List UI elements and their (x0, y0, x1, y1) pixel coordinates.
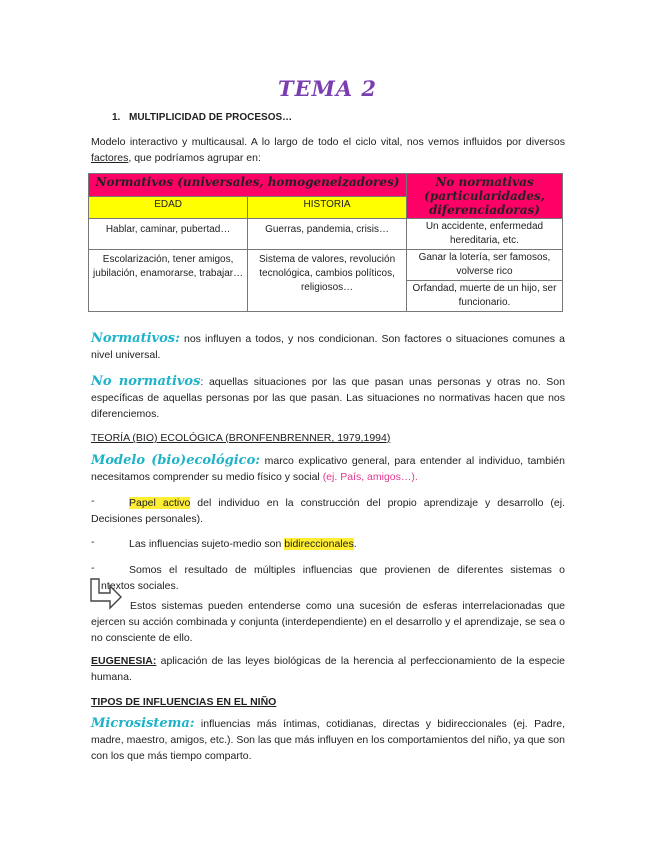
normativos-text: nos influyen a todos, y nos condicionan. Son factores o situaciones comunes a nivel universal. (91, 333, 565, 361)
cell-no-normativo: Ganar la lotería, ser famosos, volverse rico (406, 250, 562, 281)
header-normativos: Normativos (universales, homogeneizadores) (89, 174, 407, 197)
bullet-3-line2: ntextos sociales. (101, 580, 179, 592)
no-normativos-paragraph (91, 374, 565, 422)
factors-table (88, 173, 563, 312)
cell-edad: Hablar, caminar, pubertad… (89, 219, 248, 250)
header-no-normativos: No normativas (particularidades, diferenciadoras) (406, 174, 562, 219)
normativos-label: Normativos: (91, 331, 180, 346)
eugenesia-text: aplicación de las leyes biológicas de la herencia al perfeccionamiento de la especie humana. (91, 655, 565, 683)
eugenesia-label: EUGENESIA: (91, 655, 157, 667)
subheader-edad: EDAD (89, 196, 248, 219)
bullet-3-line1: Somos el resultado de múltiples influencias que provienen de diferentes sistemas o (129, 564, 565, 576)
page-title: TEMA 2 (277, 76, 378, 101)
section-heading (112, 112, 292, 123)
eugenesia-paragraph (91, 653, 565, 685)
bullet-2-highlight: bidireccionales (284, 538, 354, 550)
bullet-2-end: . (353, 538, 357, 550)
cell-historia: Guerras, pandemia, crisis… (248, 219, 407, 250)
cell-no-normativo: Orfandad, muerte de un hijo, ser funcionario. (406, 281, 562, 312)
intro-line1: Modelo interactivo y multicausal. A lo largo de todo el ciclo vital, nos vemos influidos por diversos (91, 136, 565, 148)
modelo-text: marco explicativo general, para entender al individuo, también necesitamos comprender su medio físico y social (91, 455, 565, 483)
bullet-2 (91, 536, 565, 552)
modelo-label: Modelo (bio)ecológico: (91, 453, 261, 468)
microsistema-paragraph (91, 716, 565, 764)
intro-paragraph (91, 134, 565, 166)
intro-line2: , que podríamos agrupar en: (128, 152, 261, 164)
bullet-1-text: del individuo en la construcción del propio aprendizaje y desarrollo (ej. Decisiones personales). (91, 497, 566, 525)
sistemas-paragraph: Estos sistemas pueden entenderse como una sucesión de esferas interrelacionadas que ejercen su acción combinada y conjunta (interdependiente) en el desarrollo y el aprendizaje, se sea o no consciente de ello. (91, 600, 565, 644)
bullet-2-text: Las influencias sujeto-medio son (129, 538, 285, 550)
table-row (89, 250, 563, 281)
normativos-paragraph (91, 331, 565, 363)
teoria-heading: TEORÍA (BIO) ECOLÓGICA (BRONFENBRENNER, 1979,1994) (91, 432, 391, 444)
microsistema-text: influencias más íntimas, cotidianas, directas y bidireccionales (ej. Padre, madre, maestro, amigos, etc.). Son las que más influyen en los comportamientos del niño, ya que son con los que más tiempo comparto. (91, 718, 565, 762)
section-number: 1. (112, 112, 121, 123)
modelo-example: (ej. País, amigos…). (322, 471, 418, 483)
table-row (89, 219, 563, 250)
no-normativos-text: : aquellas situaciones por las que pasan unas personas y otras no. Son específicas de aquellas personas por las que pasan. Las situaciones no normativas hacen que nos diferenciemos. (91, 376, 565, 420)
tipos-heading: TIPOS DE INFLUENCIAS EN EL NIÑO (91, 696, 277, 708)
cell-historia: Sistema de valores, revolución tecnológica, cambios políticos, religiosos… (248, 250, 407, 312)
bullet-1 (91, 495, 565, 527)
cell-no-normativo: Un accidente, enfermedad hereditaria, etc. (406, 219, 562, 250)
bullet-dash: - (91, 536, 95, 548)
bullet-1-highlight: Papel activo (129, 497, 191, 509)
cell-edad: Escolarización, tener amigos, jubilación, enamorarse, trabajar… (89, 250, 248, 312)
intro-factores: factores (91, 152, 129, 164)
bullet-dash: - (91, 495, 95, 507)
no-normativos-label: No normativos (91, 374, 201, 389)
section-label: MULTIPLICIDAD DE PROCESOS… (129, 112, 293, 123)
modelo-paragraph (91, 453, 565, 485)
bullet-3 (91, 562, 565, 594)
microsistema-label: Microsistema: (91, 716, 195, 731)
bullet-dash: - (91, 562, 95, 574)
subheader-historia: HISTORIA (248, 196, 407, 219)
